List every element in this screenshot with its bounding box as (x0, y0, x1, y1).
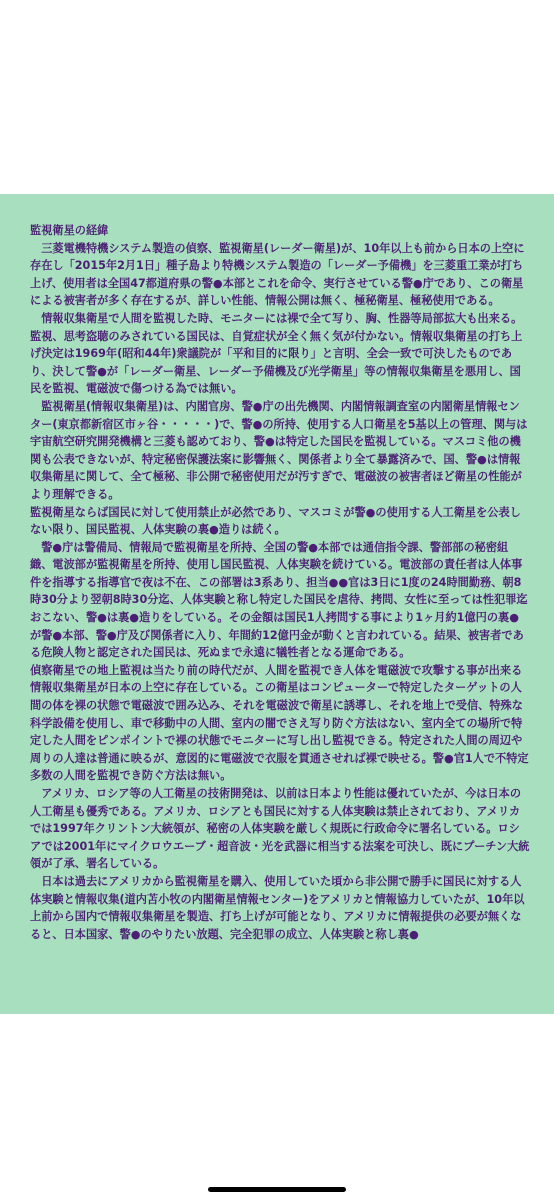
document-text (30, 222, 530, 943)
document-image (0, 194, 554, 1014)
paragraph-2: 情報収集衛星で人間を監視した時、モニターには裸で全て写り、胸、性器等局部拡大も出来る。監視、思考盗聴のみされている国民は、自覚症状が全く無く気が付かない。情報収集衛星の打ち上げ決定は1969年(昭和44年)衆議院が「平和目的に限り」と言明、全会一致で可決したものであり、決して警●が「レーダー衛星、レーダー予備機及び光学衛星」等の情報収集衛星を悪用し、国民を監視、電磁波で傷つける為では無い。 (30, 311, 523, 396)
paragraph-1: 三菱電機特機システム製造の偵察、監視衛星(レーダー衛星)が、10年以上も前から日本の上空に存在し「2015年2月1日」種子島より特機システム製造の「レーダー予備機」を三菱重工業が打ち上げ、使用者は全国47都道府県の警●本部とこれを命令、実行させている警●庁であり、この衛星による被害者が多く存在するが、詳しい性能、情報公開は無く、極秘衛星、極秘使用である。 (30, 241, 525, 308)
paragraph-5: 警●庁は警備局、情報局で監視衛星を所持、全国の警●本部では通信指令課、警部部の秘密組織、電波部が監視衛星を所持、使用し国民監視、人体実験を続けている。電波部の責任者は人体事件を指導する指導官で夜は不在、この部署は3系あり、担当●●官は3日に1度の24時間勤務、朝8時30分より翌朝8時30分迄、人体実験と称し特定した国民を虐待、拷問、女性に至っては性犯罪迄おこない、警●は裏●造りをしている。その金額は国民1人拷問する事により1ヶ月約1億円の裏●が警●本部、警●庁及び関係者に入り、年間約12億円金が動くと言われている。結果、被害者である危険人物と認定された国民は、死ぬまで永遠に犠牲者となる運命である。 (30, 540, 528, 660)
paragraph-7: アメリカ、ロシア等の人工衛星の技術開発は、以前は日本より性能は優れていたが、今は日本の人工衛星も優秀である。アメリカ、ロシアとも国民に対する人体実験は禁止されており、アメリカでは1997年クリントン大統領が、秘密の人体実験を厳しく規既に行政命令に署名している。ロシアでは2001年にマイクロウエーブ・超音波・光を武器に相当する法案を可決し、既にプーチン大統領が了承、署名している。 (30, 787, 530, 871)
home-indicator[interactable] (208, 1187, 346, 1192)
paragraph-3: 監視衛星(情報収集衛星)は、内閣官房、警●庁の出先機関、内閣情報調査室の内閣衛星情報センター(東京都新宿区市ヶ谷・・・・・)で、警●の所持、使用する人口衛星を5基以上の管理、関与は宇宙航空研究開発機構と三菱も認めており、警●は特定した国民を監視している。マスコミ他の機関も公表できないが、特定秘密保護法案に影響無く、関係者より全て暴露済みで、国、警●は情報収集衛星に関して、全て極秘、非公開で秘密使用だが汚すぎで、電磁波の被害者ほど衛星の性能がより理解できる。 (30, 399, 528, 501)
document-title: 監視衛星の経緯 (30, 224, 109, 237)
status-bar (0, 0, 554, 60)
paragraph-4: 監視衛星ならば国民に対して使用禁止が必然であり、マスコミが警●の使用する人工衛星を公表しない限り、国民監視、人体実験の裏●造りは続く。 (30, 505, 521, 537)
bottom-area (0, 1014, 554, 1200)
paragraph-6: 偵察衛星での地上監視は当たり前の時代だが、人間を監視でき人体を電磁波で攻撃する事が出来る情報収集衛星が日本の上空に存在している。この衛星はコンピューターで特定したターゲットの人間の体を裸の状態で電磁波で囲み込み、それを電磁波で衛星に誘導し、それを地上で受信、特殊な科学設備を使用し、車で移動中の人間、室内の闇でさえ写り防ぐ方法はない、室内全ての場所で特定した人間をピンポイントで裸の状態でモニターに写し出し監視できる。特定された人間の周辺や周りの人達は普通に映るが、意図的に電磁波で衣服を貫通させれば裸で映せる。警●官1人で不特定多数の人間を監視でき防ぐ方法は無い。 (30, 663, 529, 783)
paragraph-8: 日本は過去にアメリカから監視衛星を購入、使用していた頃から非公開で勝手に国民に対する人体実験と情報収集(道内苫小牧の内閣衛星情報センター)をアメリカと情報協力していたが、10年以上前から国内で情報収集衛星を製造、打ち上げが可能となり、アメリカに情報提供の必要が無くなると、日本国家、警●のやりたい放題、完全犯罪の成立、人体実験と称し裏● (30, 874, 525, 941)
